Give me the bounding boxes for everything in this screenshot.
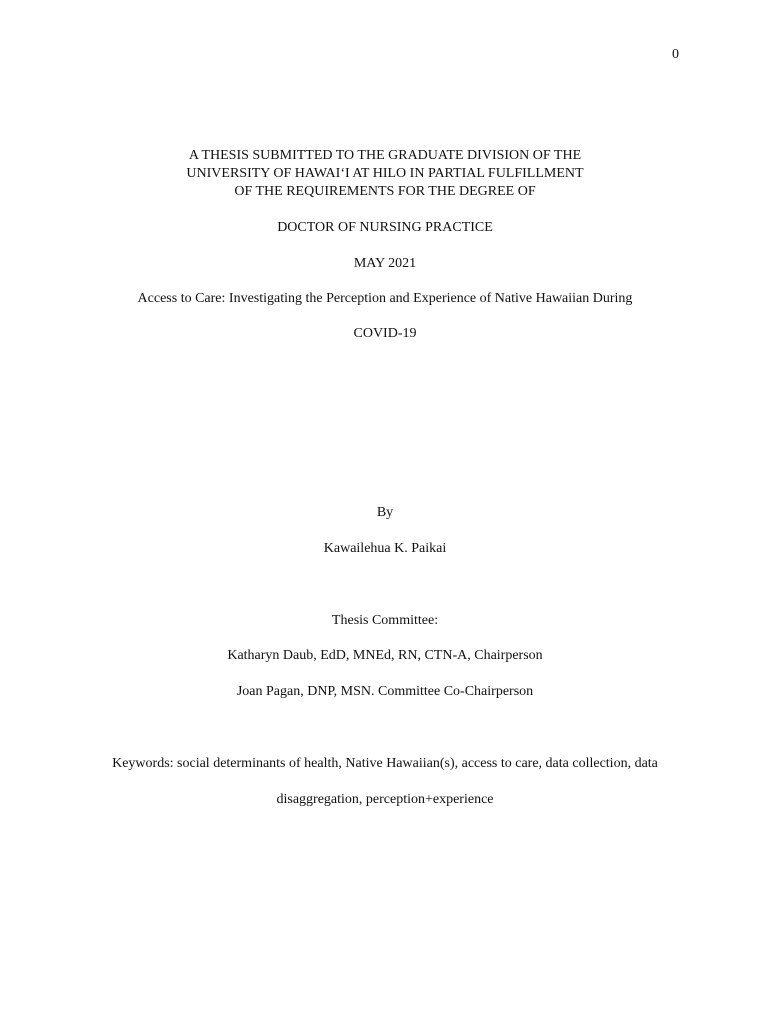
submission-line-3: OF THE REQUIREMENTS FOR THE DEGREE OF (234, 184, 536, 199)
thesis-title-line-1: Access to Care: Investigating the Perception and Experience of Native Hawaiian During (137, 291, 633, 306)
degree-name: DOCTOR OF NURSING PRACTICE (277, 220, 493, 235)
by-label: By (376, 505, 394, 520)
submission-date: MAY 2021 (353, 256, 417, 271)
thesis-title-line-2: COVID-19 (353, 326, 417, 341)
committee-co-chair: Joan Pagan, DNP, MSN. Committee Co-Chairperson (236, 684, 534, 699)
committee-heading: Thesis Committee: (331, 613, 439, 628)
author-name: Kawailehua K. Paikai (323, 541, 447, 556)
page-number: 0 (672, 47, 679, 62)
keywords-line-2: disaggregation, perception+experience (276, 792, 494, 807)
submission-line-2: UNIVERSITY OF HAWAIʻI AT HILO IN PARTIAL FULFILLMENT (186, 166, 584, 181)
keywords-line-1: Keywords: social determinants of health, Native Hawaiian(s), access to care, data collection, data (112, 756, 658, 771)
submission-line-1: A THESIS SUBMITTED TO THE GRADUATE DIVISION OF THE (188, 148, 582, 163)
committee-chair: Katharyn Daub, EdD, MNEd, RN, CTN-A, Chairperson (227, 648, 543, 663)
